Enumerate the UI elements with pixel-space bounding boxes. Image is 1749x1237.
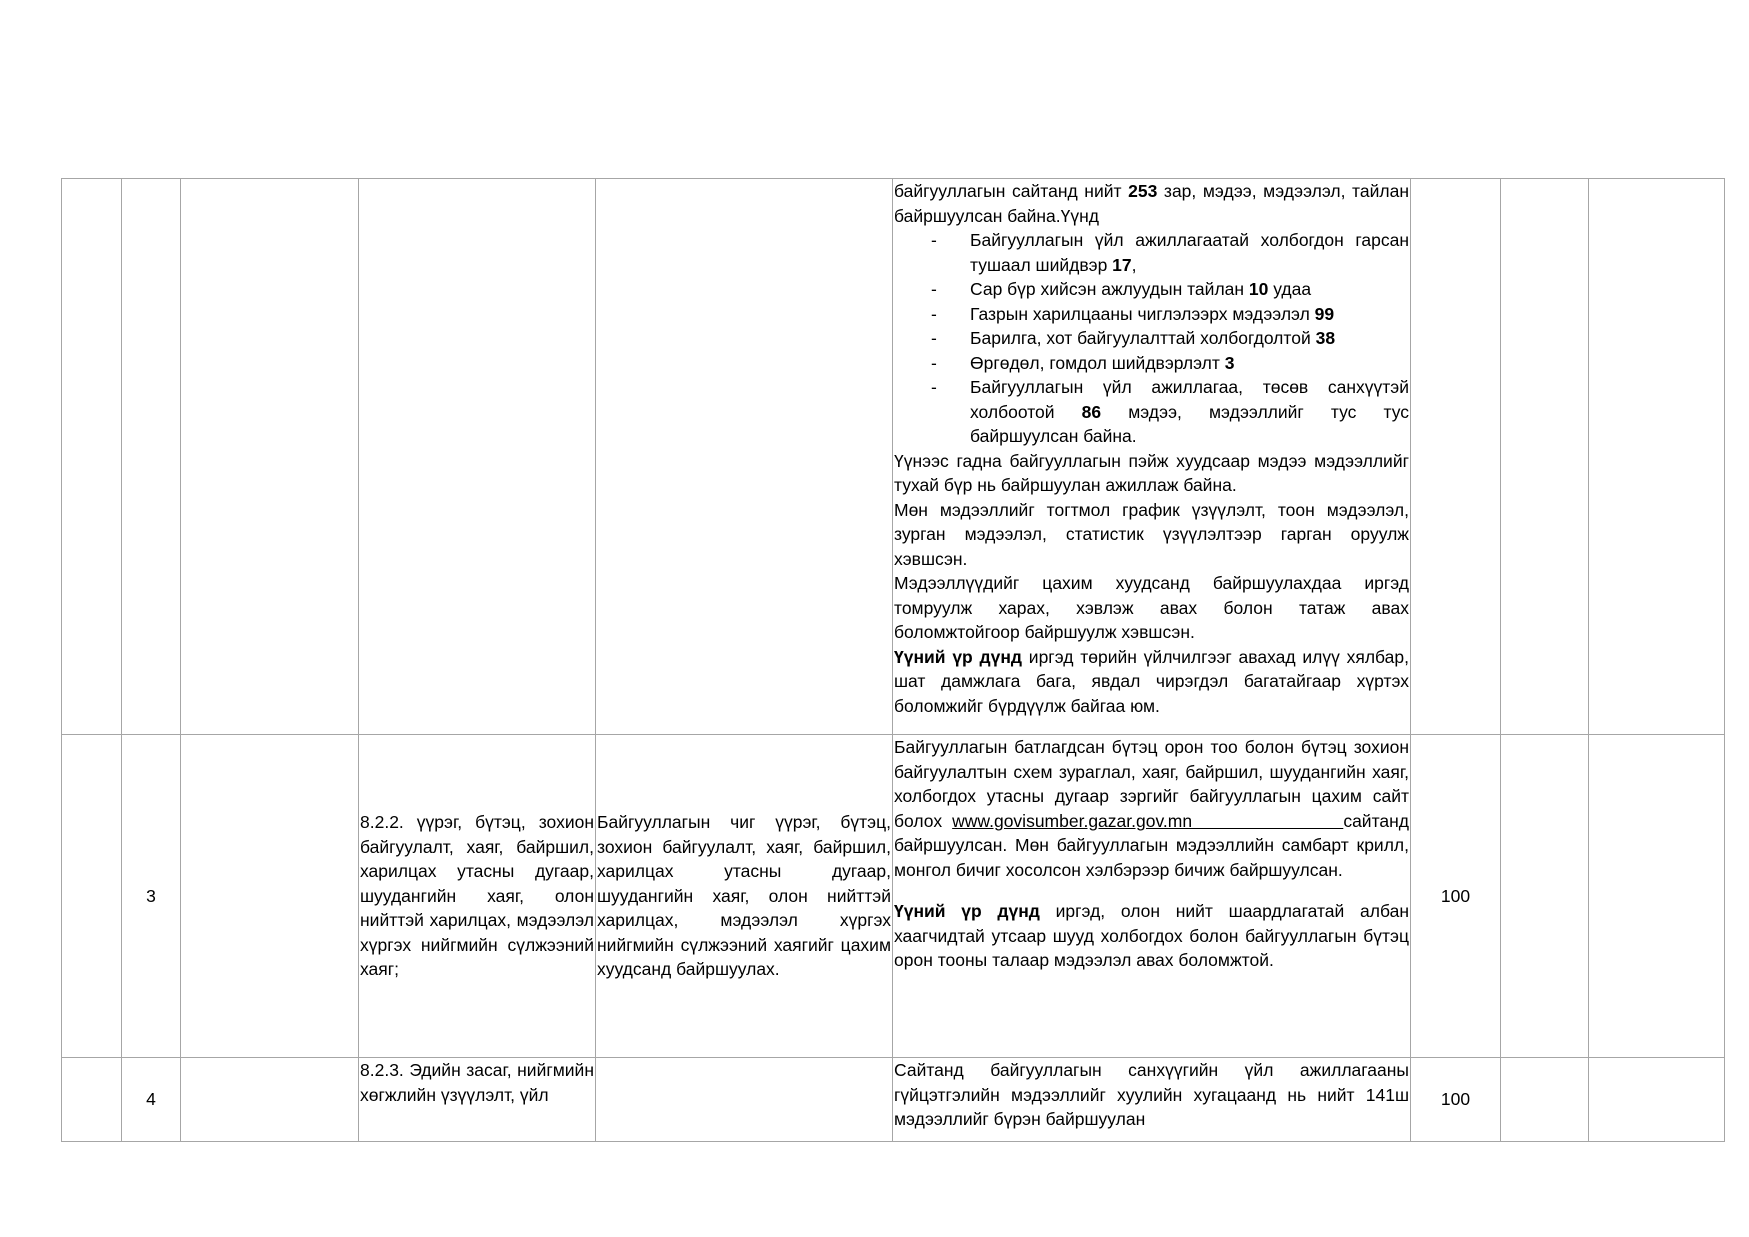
- score-cell: 100: [1411, 735, 1501, 1058]
- performance-paragraph: Байгууллагын батлагдсан бүтэц орон тоо болон бүтэц зохион байгуулалтын схем зураглал, хаяг, байршил, шуудангийн хаяг, холбогдох утасны дугаар зэргийг байгууллагын цахим сайт болох www.govisumber.gazar.gov.mn сайтанд байршуулсан. Мөн байгууллагын мэдээллийн самбарт крилл, монгол бичиг хосолсон хэлбэрээр бичиж байршуулсан.: [894, 737, 1409, 880]
- spacer: [894, 882, 1409, 899]
- performance-result: Үүний үр дүнд иргэд, олон нийт шаардлагатай албан хаагчидтай утсаар шууд холбогдох болон байгууллагын бүтэц орон тооны талаар мэдээлэл авах боломжтой.: [894, 901, 1409, 970]
- measure-cell: [596, 179, 893, 735]
- blank-cell: [181, 735, 359, 1058]
- performance-intro: байгууллагын сайтанд нийт 253 зар, мэдээ, мэдээлэл, тайлан байршуулсан байна.Үүнд: [894, 181, 1409, 226]
- list-item: - Сар бүр хийсэн ажлуудын тайлан 10 удаа: [894, 277, 1409, 302]
- blank-cell: [181, 179, 359, 735]
- performance-paragraph: Мөн мэдээллийг тогтмол график үзүүлэлт, тоон мэдээлэл, зурган мэдээлэл, статистик үзүүлэлтээр гарган оруулж хэвшсэн.: [894, 499, 1409, 569]
- blank-cell: [1501, 179, 1589, 735]
- list-item: - Газрын харилцааны чиглэлээрх мэдээлэл 99: [894, 302, 1409, 327]
- performance-cell: Сайтанд байгууллагын санхүүгийн үйл ажиллагааны гүйцэтгэлийн мэдээллийг хуулийн хугацаанд нь нийт 141ш мэдээллийг бүрэн байршуулан: [893, 1058, 1411, 1142]
- blank-cell: [62, 1058, 122, 1142]
- performance-list: [894, 228, 1409, 449]
- performance-paragraph: Үүнээс гадна байгууллагын пэйж хуудсаар мэдээ мэдээллийг тухай бүр нь байршуулан ажиллаж байна.: [894, 450, 1409, 495]
- measure-cell: [596, 1058, 893, 1142]
- row-number: 3: [122, 735, 181, 1058]
- blank-cell: [1501, 735, 1589, 1058]
- row-number: [122, 179, 181, 735]
- blank-cell: [62, 735, 122, 1058]
- list-item: - Байгууллагын үйл ажиллагаа, төсөв санхүүтэй холбоотой 86 мэдээ, мэдээллийг тус тус байршуулсан байна.: [894, 375, 1409, 449]
- table-row: [62, 1058, 1725, 1142]
- criterion-cell: 8.2.2. үүрэг, бүтэц, зохион байгуулалт, хаяг, байршил, харилцах утасны дугаар, шуудангийн хаяг, олон нийттэй харилцах, мэдээлэл хүргэх нийгмийн сүлжээний хаяг;: [359, 735, 596, 1058]
- table-row: [62, 179, 1725, 735]
- measure-cell: Байгууллагын чиг үүрэг, бүтэц, зохион байгуулалт, хаяг, байршил, харилцах утасны дугаар, шуудангийн хаяг, олон нийттэй харилцах, мэдээлэл хүргэх нийгмийн сүлжээний хаягийг цахим хуудсанд байршуулах.: [596, 735, 893, 1058]
- performance-cell: [893, 735, 1411, 1058]
- list-item: - Барилга, хот байгуулалттай холбогдолтой 38: [894, 326, 1409, 351]
- blank-cell: [1589, 179, 1725, 735]
- blank-cell: [181, 1058, 359, 1142]
- blank-cell: [1589, 1058, 1725, 1142]
- performance-paragraph: Мэдээллүүдийг цахим хуудсанд байршуулахдаа иргэд томруулж харах, хэвлэж авах болон татаж авах боломжтойгоор байршуулж хэвшсэн.: [894, 573, 1409, 642]
- blank-cell: [1589, 735, 1725, 1058]
- blank-cell: [1501, 1058, 1589, 1142]
- list-item: - Байгууллагын үйл ажиллагаатай холбогдон гарсан тушаал шийдвэр 17,: [894, 228, 1409, 277]
- performance-result: Үүний үр дүнд иргэд төрийн үйлчилгээг авахад илүү хялбар, шат дамжлага бага, явдал чирэгдэл багатайгаар хүртэх боломжийг бүрдүүлж байгаа юм.: [894, 646, 1409, 716]
- row-number: 4: [122, 1058, 181, 1142]
- report-table: [61, 178, 1725, 1142]
- performance-cell: [893, 179, 1411, 735]
- criterion-cell: [359, 179, 596, 735]
- website-link[interactable]: www.govisumber.gazar.gov.mn: [952, 810, 1344, 831]
- blank-cell: [62, 179, 122, 735]
- criterion-cell: 8.2.3. Эдийн засаг, нийгмийн хөгжлийн үзүүлэлт, үйл: [359, 1058, 596, 1142]
- score-cell: 100: [1411, 1058, 1501, 1142]
- score-cell: [1411, 179, 1501, 735]
- table-row: [62, 735, 1725, 1058]
- list-item: - Өргөдөл, гомдол шийдвэрлэлт 3: [894, 351, 1409, 376]
